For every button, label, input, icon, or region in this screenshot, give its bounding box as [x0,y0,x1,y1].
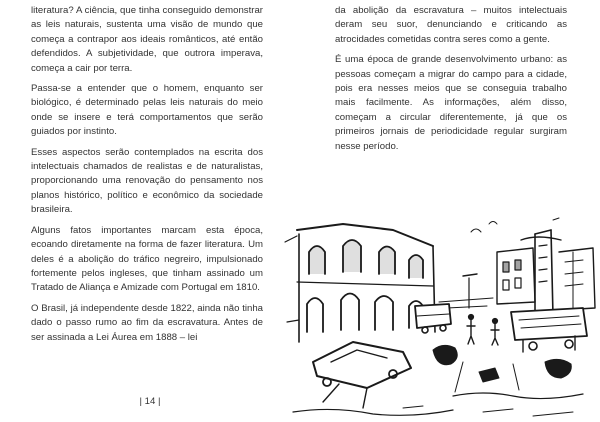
paragraph: Alguns fatos importantes marcam esta época, ecoando diretamente na forma de fazer literatura. Um deles é a abolição do tráfico negreiro, impulsionado fortemente pelos ingleses, que tinham assinado um Tratado de Aliança e Amizade com Portugal em 1810. [31,224,263,294]
page-number: | 14 | [139,396,161,407]
paragraph: da abolição da escravatura – muitos intelectuais deram seu suor, denunciando e criticando as atrocidades cometidas contra seres como a gente. [335,5,567,45]
paragraph: O Brasil, já independente desde 1822, ainda não tinha dado o passo rumo ao fim da escravatura. Antes de ser assinada a Lei Áurea em 1888 – lei [31,302,263,343]
right-page-text [335,0,567,160]
paragraph: literatura? A ciência, que tinha conseguido demonstrar as leis naturais, sustenta uma visão de mundo que começa a contrapor aos ideais românticos, até então defendidos. A subjetividade, que outrora imperava, começa a cair por terra. [31,5,263,74]
paragraph: Esses aspectos serão contemplados na escrita dos intelectuais chamados de realistas e de naturalistas, proporcionando uma renovação do pensamento nos planos histórico, político e econômico da sociedade brasileira. [31,146,263,216]
paragraph: É uma época de grande desenvolvimento urbano: as pessoas começam a migrar do campo para a cidade, pois era nesses meios que se conseguia trabalho mais facilmente. As informações, além disso, começam a circular diferentemente, já que os primeiros jornais de periodicidade regular surgiram nesse período. [335,54,567,152]
paragraph: Passa-se a entender que o homem, enquanto ser biológico, é determinado pelas leis naturais do meio onde se insere e terá comportamentos que serão guiados por instinto. [31,83,263,138]
city-sketch-illustration [283,212,600,422]
left-page-text [31,0,263,351]
